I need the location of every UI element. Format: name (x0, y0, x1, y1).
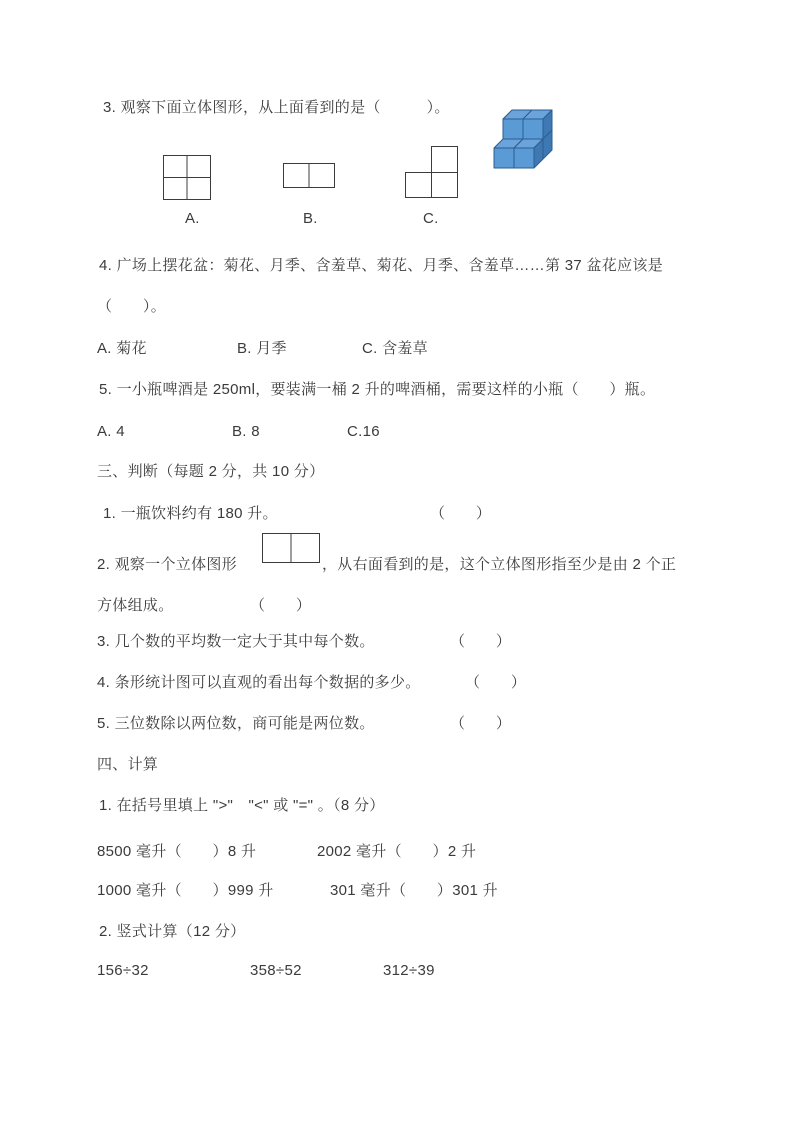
q4-prompt-line1: 4. 广场上摆花盆：菊花、月季、含羞草、菊花、月季、含羞草……第 37 盆花应该是 (99, 257, 663, 274)
option-b-rect-figure (283, 163, 336, 189)
judge-item-1-answer-paren: （ ） (430, 505, 492, 522)
q3-option-label-b: B. (303, 210, 318, 227)
judge-item-4-answer-paren: （ ） (465, 674, 527, 691)
calc-q2-prompt: 2. 竖式计算（12 分） (99, 923, 246, 940)
judge-item-4-text: 4. 条形统计图可以直观的看出每个数据的多少。 (97, 674, 421, 691)
q4-prompt-line2: （ ）。 (97, 298, 167, 315)
compare-row1-col1: 8500 毫升（ ）8 升 (97, 843, 257, 860)
q5-option-b: B. 8 (232, 423, 260, 440)
judge-item-1-text: 1. 一瓶饮料约有 180 升。 (103, 505, 278, 522)
q4-option-b: B. 月季 (237, 340, 287, 357)
compare-row2-col1: 1000 毫升（ ）999 升 (97, 882, 274, 899)
judge-item-2-answer-paren: （ ） (250, 597, 312, 614)
judge-item-2-text-line2: 方体组成。 (97, 597, 174, 614)
q5-option-a: A. 4 (97, 423, 125, 440)
judge-item-5-answer-paren: （ ） (450, 715, 512, 732)
option-c-lshape-figure (405, 146, 458, 198)
division-expression-3: 312÷39 (383, 962, 435, 979)
judge-item-3-answer-paren: （ ） (450, 633, 512, 650)
q3-option-label-c: C. (423, 210, 439, 227)
cube-stack-figure (493, 104, 555, 170)
judge-item-2-text-before: 2. 观察一个立体图形 (97, 556, 237, 573)
calc-q1-prompt: 1. 在括号里填上 ">" "<" 或 "=" 。（8 分） (99, 797, 385, 814)
q3-option-label-a: A. (185, 210, 200, 227)
division-expression-1: 156÷32 (97, 962, 149, 979)
section4-heading: 四、计算 (97, 756, 159, 773)
judge-item-2-text-after: ，从右面看到的是，这个立体图形指至少是由 2 个正 (322, 556, 677, 573)
judge-item-5-text: 5. 三位数除以两位数，商可能是两位数。 (97, 715, 375, 732)
cube-front-face (494, 148, 514, 168)
option-a-grid-figure (163, 155, 212, 201)
q3-prompt: 3. 观察下面立体图形，从上面看到的是（ ）。 (103, 99, 450, 116)
cube-front-face (523, 119, 543, 139)
section3-heading: 三、判断（每题 2 分，共 10 分） (97, 463, 325, 480)
compare-row2-col2: 301 毫升（ ）301 升 (330, 882, 498, 899)
cube-front-face (503, 119, 523, 139)
inline-two-square-figure (262, 533, 321, 564)
q5-prompt: 5. 一小瓶啤酒是 250ml，要装满一桶 2 升的啤酒桶，需要这样的小瓶（ ）瓶。 (99, 381, 656, 398)
q4-option-c: C. 含羞草 (362, 340, 428, 357)
division-expression-2: 358÷52 (250, 962, 302, 979)
compare-row1-col2: 2002 毫升（ ）2 升 (317, 843, 477, 860)
q4-option-a: A. 菊花 (97, 340, 147, 357)
q5-option-c: C.16 (347, 423, 380, 440)
judge-item-3-text: 3. 几个数的平均数一定大于其中每个数。 (97, 633, 375, 650)
cube-front-face (514, 148, 534, 168)
